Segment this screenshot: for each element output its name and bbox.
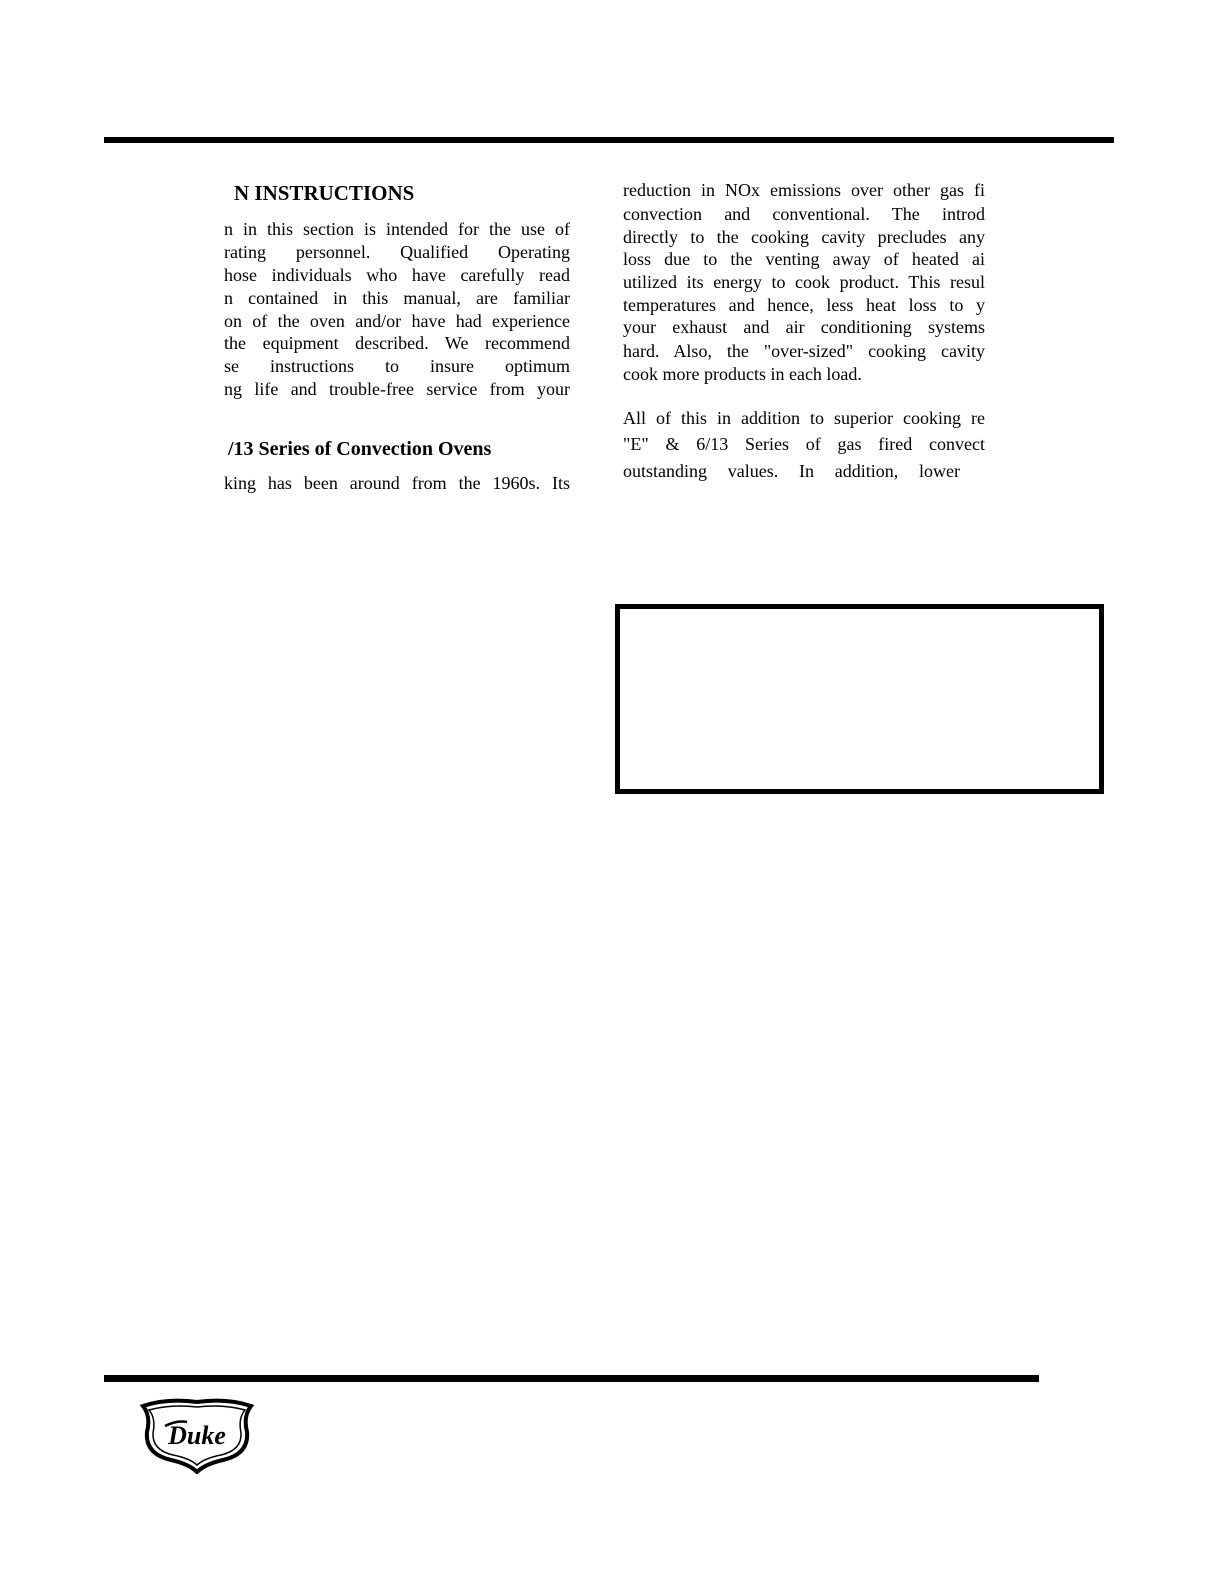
left-p1-line-5: on of the oven and/or have had experience — [224, 311, 570, 331]
right-p2-line-2: "E" & 6/13 Series of gas fired convect — [623, 434, 985, 454]
left-p1-line-1: n in this section is intended for the use of — [224, 219, 570, 239]
left-p1-line-4: n contained in this manual, are familiar — [224, 288, 570, 308]
right-p1-line-2: convection and conventional. The introd — [623, 204, 985, 224]
section-heading-installation: N INSTRUCTIONS — [234, 181, 415, 205]
left-p2-line-1: king has been around from the 1960s. Its — [224, 473, 570, 493]
right-p2-line-1: All of this in addition to superior cooking re — [623, 408, 985, 428]
right-p1-line-6: temperatures and hence, less heat loss to y — [623, 295, 985, 315]
duke-shield-logo-icon — [137, 1396, 257, 1474]
section-heading-series: /13 Series of Convection Ovens — [228, 438, 492, 460]
right-p1-line-7: your exhaust and air conditioning systems — [623, 317, 985, 337]
right-p2-line-3: outstanding values. In addition, lower — [623, 461, 960, 481]
right-p1-line-4: loss due to the venting away of heated ai — [623, 249, 985, 269]
right-p1-line-8: hard. Also, the "over-sized" cooking cavity — [623, 341, 985, 361]
left-p1-line-3: hose individuals who have carefully read — [224, 265, 570, 285]
left-p1-line-7: se instructions to insure optimum — [224, 356, 570, 376]
left-p1-line-6: the equipment described. We recommend — [224, 333, 570, 353]
right-p1-line-9: cook more products in each load. — [623, 364, 862, 384]
logo-wordmark: Duke — [168, 1421, 226, 1450]
right-p1-line-3: directly to the cooking cavity precludes any — [623, 227, 985, 247]
right-p1-line-1: reduction in NOx emissions over other gas fi — [623, 180, 985, 200]
left-p1-line-8: ng life and trouble-free service from your — [224, 379, 570, 399]
left-p1-line-2: rating personnel. Qualified Operating — [224, 242, 570, 262]
right-p1-line-5: utilized its energy to cook product. This resul — [623, 272, 985, 292]
bottom-rule — [104, 1375, 1039, 1382]
notice-box — [615, 604, 1104, 794]
top-rule — [104, 137, 1114, 143]
